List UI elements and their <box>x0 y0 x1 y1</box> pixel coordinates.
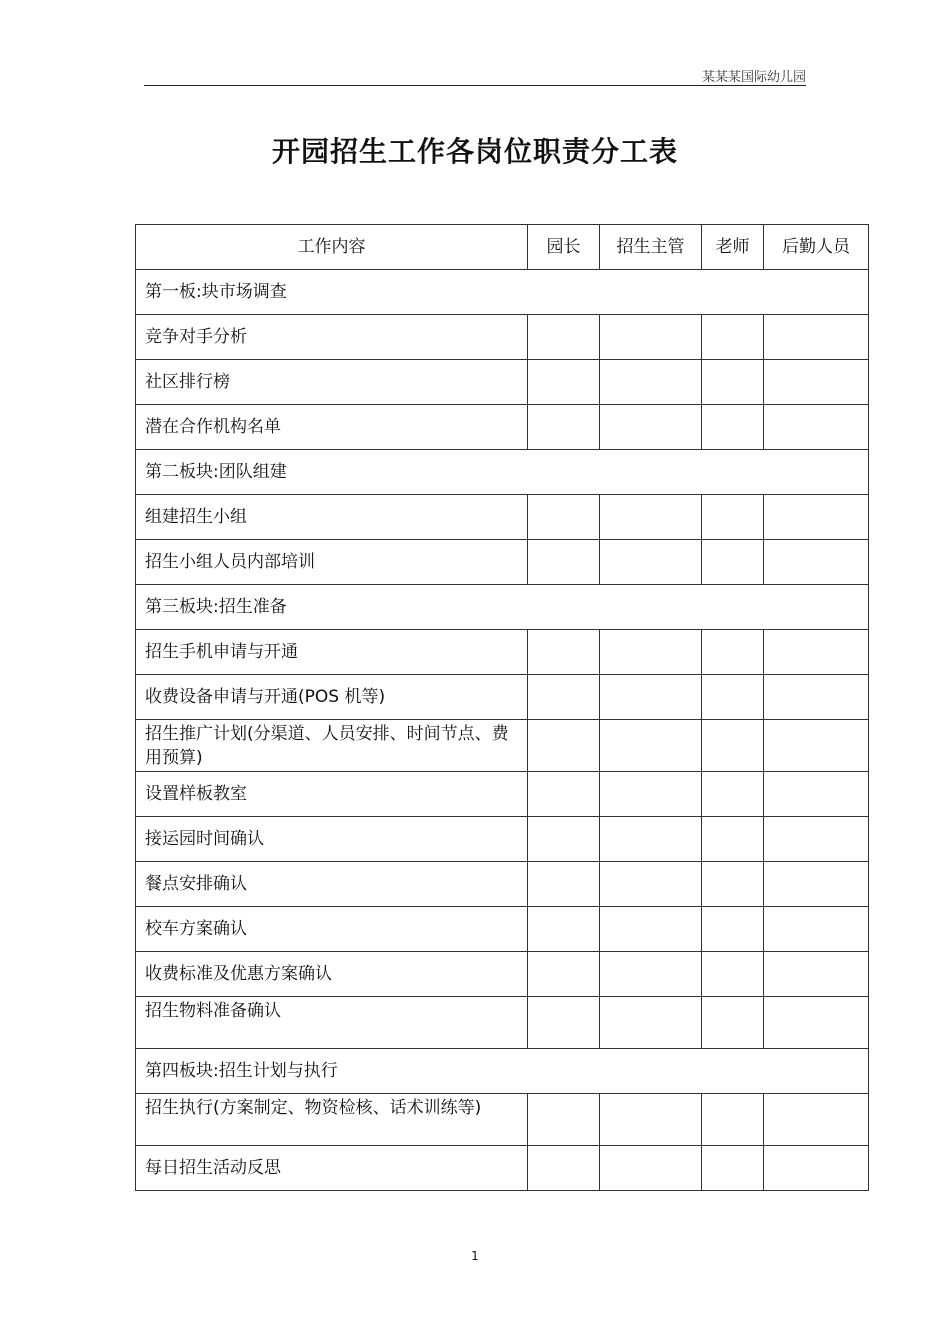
principal-cell <box>528 1146 600 1191</box>
table-row <box>136 315 869 360</box>
table-row <box>136 997 869 1049</box>
task-cell: 招生推广计划(分渠道、人员安排、时间节点、费用预算) <box>136 720 528 772</box>
logistics-cell <box>764 997 869 1049</box>
logistics-cell <box>764 817 869 862</box>
task-cell: 招生手机申请与开通 <box>136 630 528 675</box>
principal-cell <box>528 630 600 675</box>
section-row <box>136 270 869 315</box>
teacher-cell <box>702 315 764 360</box>
teacher-cell <box>702 675 764 720</box>
section-title: 第二板块:团队组建 <box>136 450 869 495</box>
table-row <box>136 405 869 450</box>
section-title: 第一板:块市场调查 <box>136 270 869 315</box>
manager-cell <box>600 720 702 772</box>
table-row <box>136 1146 869 1191</box>
col-header-task: 工作内容 <box>136 225 528 270</box>
header-org-name: 某某某国际幼儿园 <box>701 70 806 85</box>
logistics-cell <box>764 862 869 907</box>
table-row <box>136 720 869 772</box>
manager-cell <box>600 630 702 675</box>
page-number: 1 <box>471 1249 479 1263</box>
table-row <box>136 952 869 997</box>
manager-cell <box>600 997 702 1049</box>
manager-cell <box>600 817 702 862</box>
principal-cell <box>528 495 600 540</box>
manager-cell <box>600 675 702 720</box>
manager-cell <box>600 1094 702 1146</box>
col-header-logistics: 后勤人员 <box>764 225 869 270</box>
task-cell: 竞争对手分析 <box>136 315 528 360</box>
teacher-cell <box>702 997 764 1049</box>
logistics-cell <box>764 1094 869 1146</box>
manager-cell <box>600 540 702 585</box>
table-row <box>136 495 869 540</box>
task-cell: 餐点安排确认 <box>136 862 528 907</box>
task-cell: 接运园时间确认 <box>136 817 528 862</box>
principal-cell <box>528 952 600 997</box>
principal-cell <box>528 315 600 360</box>
manager-cell <box>600 772 702 817</box>
table-row <box>136 817 869 862</box>
principal-cell <box>528 675 600 720</box>
logistics-cell <box>764 675 869 720</box>
task-cell: 招生执行(方案制定、物资检核、话术训练等) <box>136 1094 528 1146</box>
manager-cell <box>600 907 702 952</box>
teacher-cell <box>702 952 764 997</box>
logistics-cell <box>764 720 869 772</box>
manager-cell <box>600 495 702 540</box>
principal-cell <box>528 360 600 405</box>
principal-cell <box>528 817 600 862</box>
principal-cell <box>528 862 600 907</box>
logistics-cell <box>764 360 869 405</box>
teacher-cell <box>702 360 764 405</box>
teacher-cell <box>702 495 764 540</box>
task-cell: 收费标准及优惠方案确认 <box>136 952 528 997</box>
logistics-cell <box>764 405 869 450</box>
teacher-cell <box>702 772 764 817</box>
manager-cell <box>600 315 702 360</box>
table-row <box>136 360 869 405</box>
principal-cell <box>528 1094 600 1146</box>
section-title: 第四板块:招生计划与执行 <box>136 1049 869 1094</box>
section-row <box>136 585 869 630</box>
task-cell: 校车方案确认 <box>136 907 528 952</box>
principal-cell <box>528 772 600 817</box>
logistics-cell <box>764 1146 869 1191</box>
teacher-cell <box>702 1094 764 1146</box>
principal-cell <box>528 540 600 585</box>
task-cell: 每日招生活动反思 <box>136 1146 528 1191</box>
logistics-cell <box>764 630 869 675</box>
logistics-cell <box>764 540 869 585</box>
table-row <box>136 630 869 675</box>
table-row <box>136 772 869 817</box>
logistics-cell <box>764 772 869 817</box>
teacher-cell <box>702 630 764 675</box>
teacher-cell <box>702 1146 764 1191</box>
principal-cell <box>528 907 600 952</box>
teacher-cell <box>702 907 764 952</box>
manager-cell <box>600 1146 702 1191</box>
logistics-cell <box>764 907 869 952</box>
task-cell: 招生小组人员内部培训 <box>136 540 528 585</box>
table-row <box>136 675 869 720</box>
task-cell: 社区排行榜 <box>136 360 528 405</box>
logistics-cell <box>764 495 869 540</box>
table-header-row <box>136 225 869 270</box>
section-row <box>136 450 869 495</box>
teacher-cell <box>702 540 764 585</box>
page-title: 开园招生工作各岗位职责分工表 <box>271 135 678 168</box>
task-cell: 设置样板教室 <box>136 772 528 817</box>
table-row <box>136 1094 869 1146</box>
teacher-cell <box>702 405 764 450</box>
manager-cell <box>600 862 702 907</box>
logistics-cell <box>764 952 869 997</box>
section-row <box>136 1049 869 1094</box>
task-cell: 招生物料准备确认 <box>136 997 528 1049</box>
manager-cell <box>600 405 702 450</box>
task-cell: 组建招生小组 <box>136 495 528 540</box>
teacher-cell <box>702 720 764 772</box>
logistics-cell <box>764 315 869 360</box>
principal-cell <box>528 997 600 1049</box>
duty-table <box>135 224 869 1191</box>
header-divider <box>144 85 806 86</box>
col-header-principal: 园长 <box>528 225 600 270</box>
teacher-cell <box>702 862 764 907</box>
manager-cell <box>600 360 702 405</box>
task-cell: 收费设备申请与开通(POS 机等) <box>136 675 528 720</box>
section-title: 第三板块:招生准备 <box>136 585 869 630</box>
table-row <box>136 907 869 952</box>
table-row <box>136 540 869 585</box>
col-header-teacher: 老师 <box>702 225 764 270</box>
principal-cell <box>528 720 600 772</box>
manager-cell <box>600 952 702 997</box>
col-header-enrollment-manager: 招生主管 <box>600 225 702 270</box>
task-cell: 潜在合作机构名单 <box>136 405 528 450</box>
principal-cell <box>528 405 600 450</box>
teacher-cell <box>702 817 764 862</box>
table-row <box>136 862 869 907</box>
